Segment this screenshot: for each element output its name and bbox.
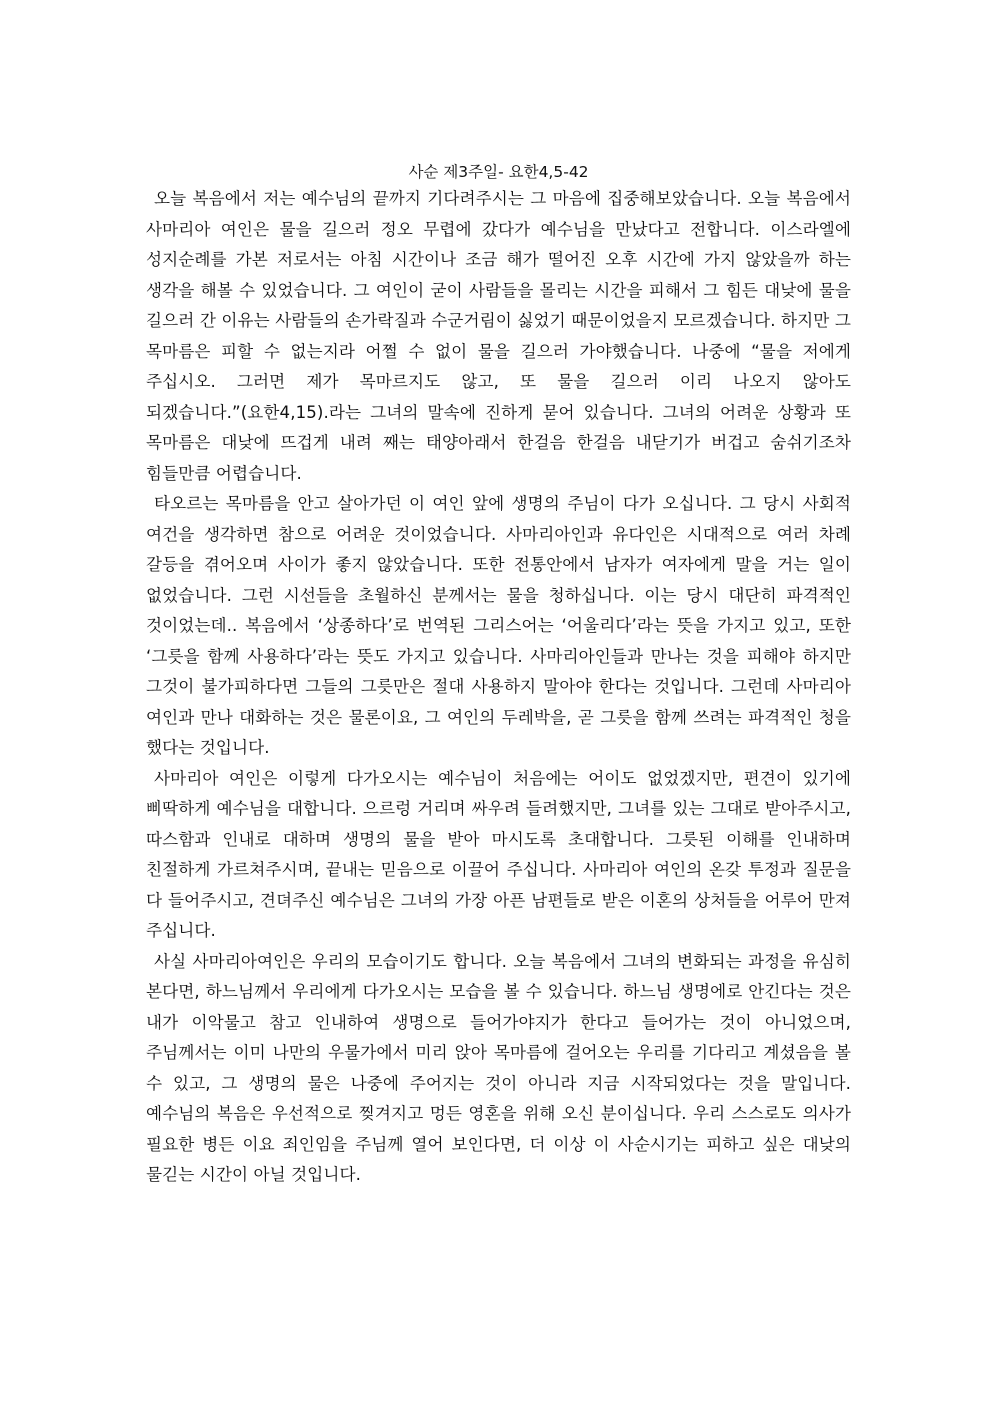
paragraph: 사실 사마리아여인은 우리의 모습이기도 합니다. 오늘 복음에서 그녀의 변화되는 과정을 유심히 본다면, 하느님께서 우리에게 다가오시는 모습을 볼 수 있습니다. 하느님 생명에로 안긴다는 것은 내가 이악물고 참고 인내하여 생명으로 들어가야지가 한다고 들어가는 것이 아니었으며, 주님께서는 이미 나만의 우물가에서 미리 앉아 목마름에 걸어오는 우리를 기다리고 계셨음을 볼 수 있고, 그 생명의 물은 나중에 주어지는 것이 아니라 지금 시작되었다는 것을 말입니다. 예수님의 복음은 우선적으로 찢겨지고 멍든 영혼을 위해 오신 분이십니다. 우리 스스로도 의사가 필요한 병든 이요 죄인임을 주님께 열어 보인다면, 더 이상 이 사순시기는 피하고 싶은 대낮의 물긷는 시간이 아닐 것입니다. — [146, 951, 851, 1184]
paragraph: 사마리아 여인은 이렇게 다가오시는 예수님이 처음에는 어이도 없었겠지만, 편견이 있기에 삐딱하게 예수님을 대합니다. 으르렁 거리며 싸우려 들려했지만, 그녀를 있는 그대로 받아주시고, 따스함과 인내로 대하며 생명의 물을 받아 마시도록 초대합니다. 그릇된 이해를 인내하며 친절하게 가르쳐주시며, 끝내는 믿음으로 이끌어 주십니다. 사마리아 여인의 온갖 투정과 질문을 다 들어주시고, 견뎌주신 예수님은 그녀의 가장 아픈 남편들로 받은 이혼의 상처들을 어루어 만져 주십니다. — [146, 768, 851, 940]
document-title: 사순 제3주일- 요한4,5-42 — [408, 163, 589, 181]
document-page — [146, 160, 851, 1191]
paragraph: 타오르는 목마름을 안고 살아가던 이 여인 앞에 생명의 주님이 다가 오십니다. 그 당시 사회적 여건을 생각하면 참으로 어려운 것이었습니다. 사마리아인과 유다인은 시대적으로 여러 차례 갈등을 겪어오며 사이가 좋지 않았습니다. 또한 전통안에서 남자가 여자에게 말을 거는 일이 없었습니다. 그런 시선들을 초월하신 분께서는 물을 청하십니다. 이는 당시 대단히 파격적인 것이었는데.. 복음에서 ‘상종하다’로 번역된 그리스어는 ‘어울리다’라는 뜻을 가지고 있고, 또한 ‘그릇을 함께 사용하다’라는 뜻도 가지고 있습니다. 사마리아인들과 만나는 것을 피해야 하지만 그것이 불가피하다면 그들의 그릇만은 절대 사용하지 말아야 한다는 것입니다. 그런데 사마리아 여인과 만나 대화하는 것은 물론이요, 그 여인의 두레박을, 곧 그릇을 함께 쓰려는 파격적인 청을 했다는 것입니다. — [146, 494, 851, 757]
paragraph: 오늘 복음에서 저는 예수님의 끝까지 기다려주시는 그 마음에 집중해보았습니다. 오늘 복음에서 사마리아 여인은 물을 길으러 정오 무렵에 갔다가 예수님을 만났다고 전합니다. 이스라엘에 성지순례를 가본 저로서는 아침 시간이나 조금 해가 떨어진 오후 시간에 가지 않았을까 하는 생각을 해볼 수 있었습니다. 그 여인이 굳이 사람들을 몰리는 시간을 피해서 그 힘든 대낮에 물을 길으러 간 이유는 사람들의 손가락질과 수군거림이 싫었기 때문이었을지 모르겠습니다. 하지만 그 목마름은 피할 수 없는지라 어쩔 수 없이 물을 길으러 가야했습니다. 나중에 “물을 저에게 주십시오. 그러면 제가 목마르지도 않고, 또 물을 길으러 이리 나오지 않아도 되겠습니다.”(요한4,15).라는 그녀의 말속에 진하게 묻어 있습니다. 그녀의 어려운 상황과 또 목마름은 대낮에 뜨겁게 내려 째는 태양아래서 한걸음 한걸음 내닫기가 버겁고 숨쉬기조차 힘들만큼 어렵습니다. — [146, 189, 851, 483]
